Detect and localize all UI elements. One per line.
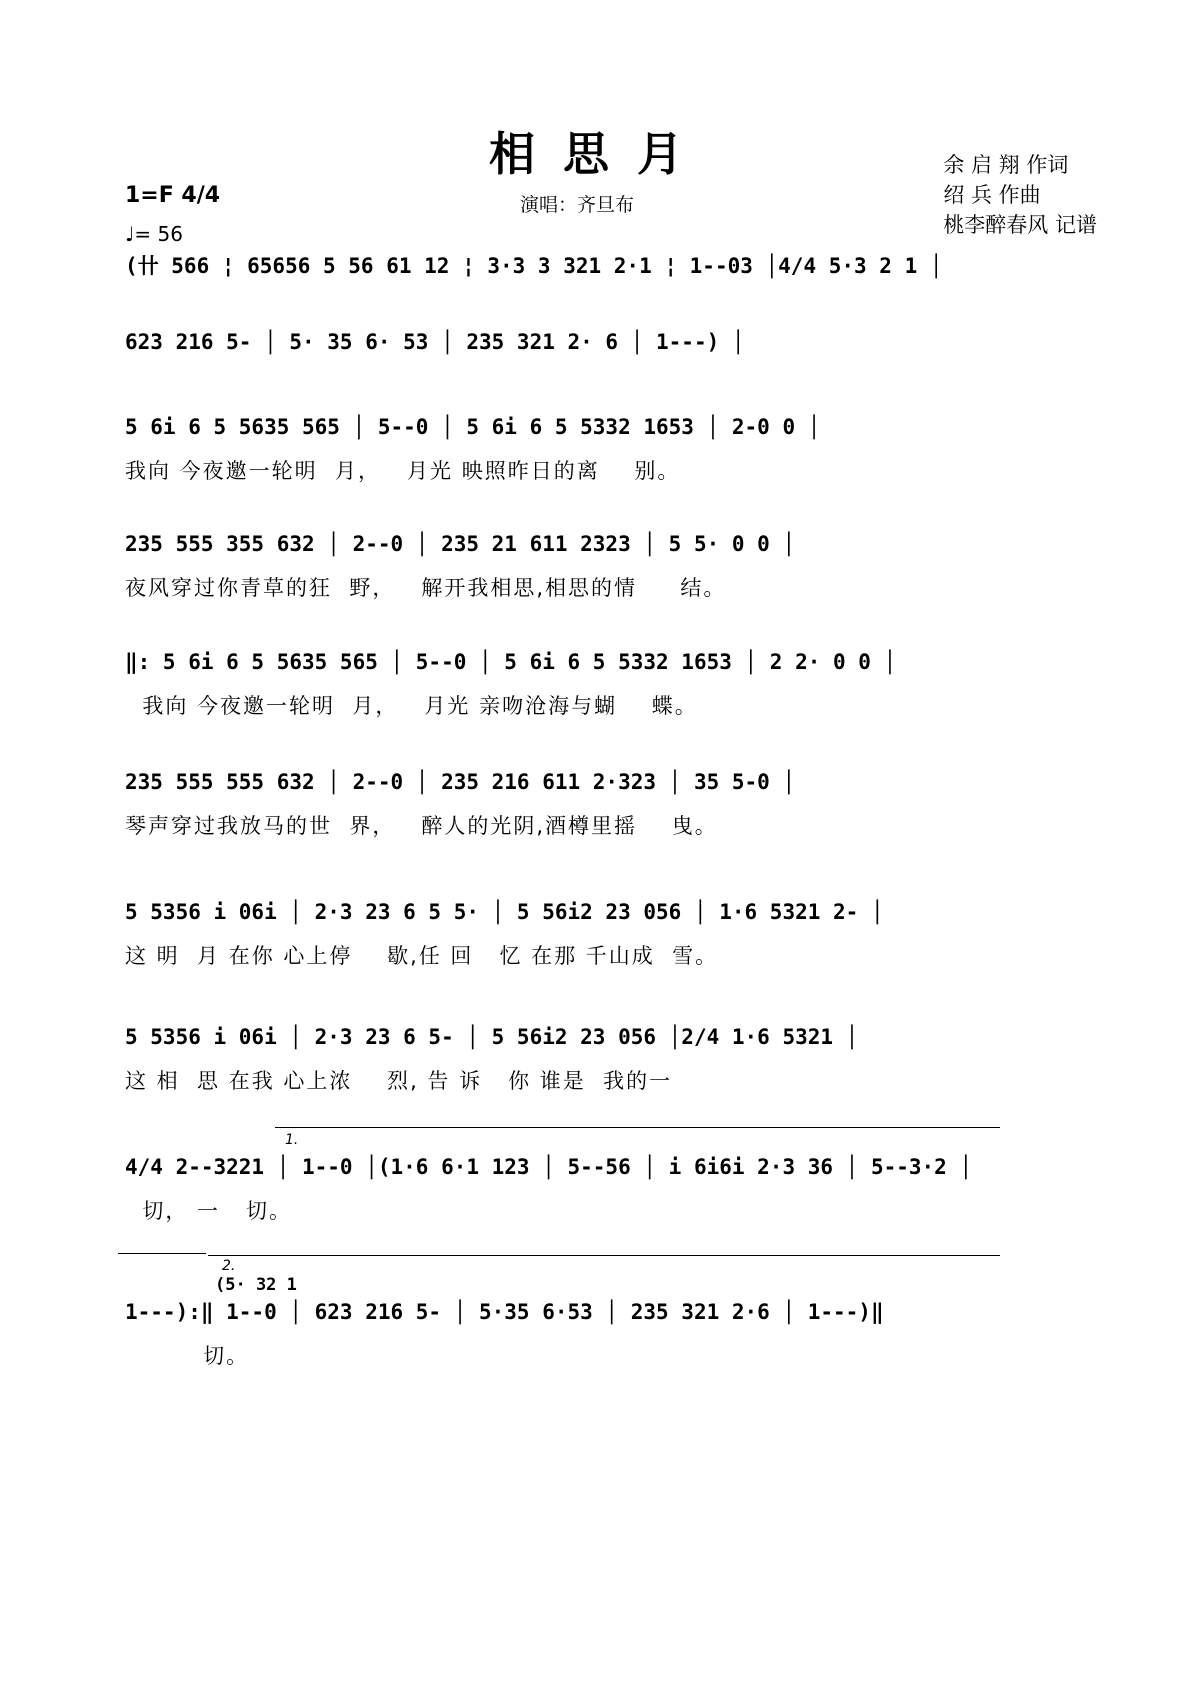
notation-line: 5 5356 i 06i │ 2·3 23 6 5 5· │ 5 56i2 23 056 │ 1·6 5321 2- │ [125, 900, 884, 924]
notation-line: 4/4 2--3221 │ 1--0 │(1·6 6·1 123 │ 5--56 │ i 6i6i 2·3 36 │ 5--3·2 │ [125, 1155, 973, 1179]
notation-line: (卄 566 ¦ 65656 5 56 61 12 ¦ 3·3 3 321 2·1 ¦ 1--03 │4/4 5·3 2 1 │ [125, 254, 943, 278]
lyrics-line: 这 相 思 在我 心上浓 烈, 告 诉 你 谁是 我的一 [125, 1069, 673, 1093]
key-signature: 1=F 4/4 [125, 183, 221, 208]
volta-bracket-end [118, 1253, 206, 1254]
notation-line: ‖: 5 6i 6 5 5635 565 │ 5--0 │ 5 6i 6 5 5332 1653 │ 2 2· 0 0 │ [125, 650, 897, 674]
notation-line: 235 555 555 632 │ 2--0 │ 235 216 611 2·323 │ 35 5-0 │ [125, 770, 796, 794]
lyrics-line: 琴声穿过我放马的世 界， 醉人的光阴,酒樽里摇 曳。 [125, 814, 718, 838]
credits-block [943, 150, 1097, 240]
volta-label-1: 1. [285, 1132, 299, 1148]
cue-notes: (5· 32 1 [215, 1275, 297, 1295]
notation-line: 235 555 355 632 │ 2--0 │ 235 21 611 2323 │ 5 5· 0 0 │ [125, 532, 796, 556]
notation-line: 5 6i 6 5 5635 565 │ 5--0 │ 5 6i 6 5 5332 1653 │ 2-0 0 │ [125, 415, 821, 439]
lyricist-credit: 余 启 翔 作词 [943, 153, 1069, 177]
lyrics-line: 切， 一 切。 [125, 1199, 293, 1223]
lyrics-line: 我向 今夜邀一轮明 月， 月光 亲吻沧海与蝴 蝶。 [125, 694, 698, 718]
transcriber-credit: 桃李醉春风 记谱 [943, 213, 1097, 237]
notation-line: 1---):‖ 1--0 │ 623 216 5- │ 5·35 6·53 │ 235 321 2·6 │ 1---)‖ [125, 1300, 884, 1324]
notation-line: 623 216 5- │ 5· 35 6· 53 │ 235 321 2· 6 │ 1---) │ [125, 330, 745, 354]
tempo-mark: ♩= 56 [125, 222, 183, 246]
volta-label-2: 2. [222, 1258, 236, 1274]
notation-line: 5 5356 i 06i │ 2·3 23 6 5- │ 5 56i2 23 056 │2/4 1·6 5321 │ [125, 1025, 859, 1049]
lyrics-line: 这 明 月 在你 心上停 歇,任 回 忆 在那 千山成 雪。 [125, 944, 719, 968]
lyrics-line: 我向 今夜邀一轮明 月， 月光 映照昨日的离 别。 [125, 459, 681, 483]
lyrics-line: 夜风穿过你青草的狂 野， 解开我相思,相思的情 结。 [125, 576, 727, 600]
composer-credit: 绍 兵 作曲 [943, 183, 1041, 207]
singer-credit: 演唱：齐旦布 [520, 194, 635, 216]
song-title: 相思月 [489, 127, 711, 181]
volta-bracket-1 [275, 1127, 1000, 1128]
volta-bracket-2 [208, 1255, 1000, 1256]
lyrics-line: 切。 [125, 1344, 250, 1368]
